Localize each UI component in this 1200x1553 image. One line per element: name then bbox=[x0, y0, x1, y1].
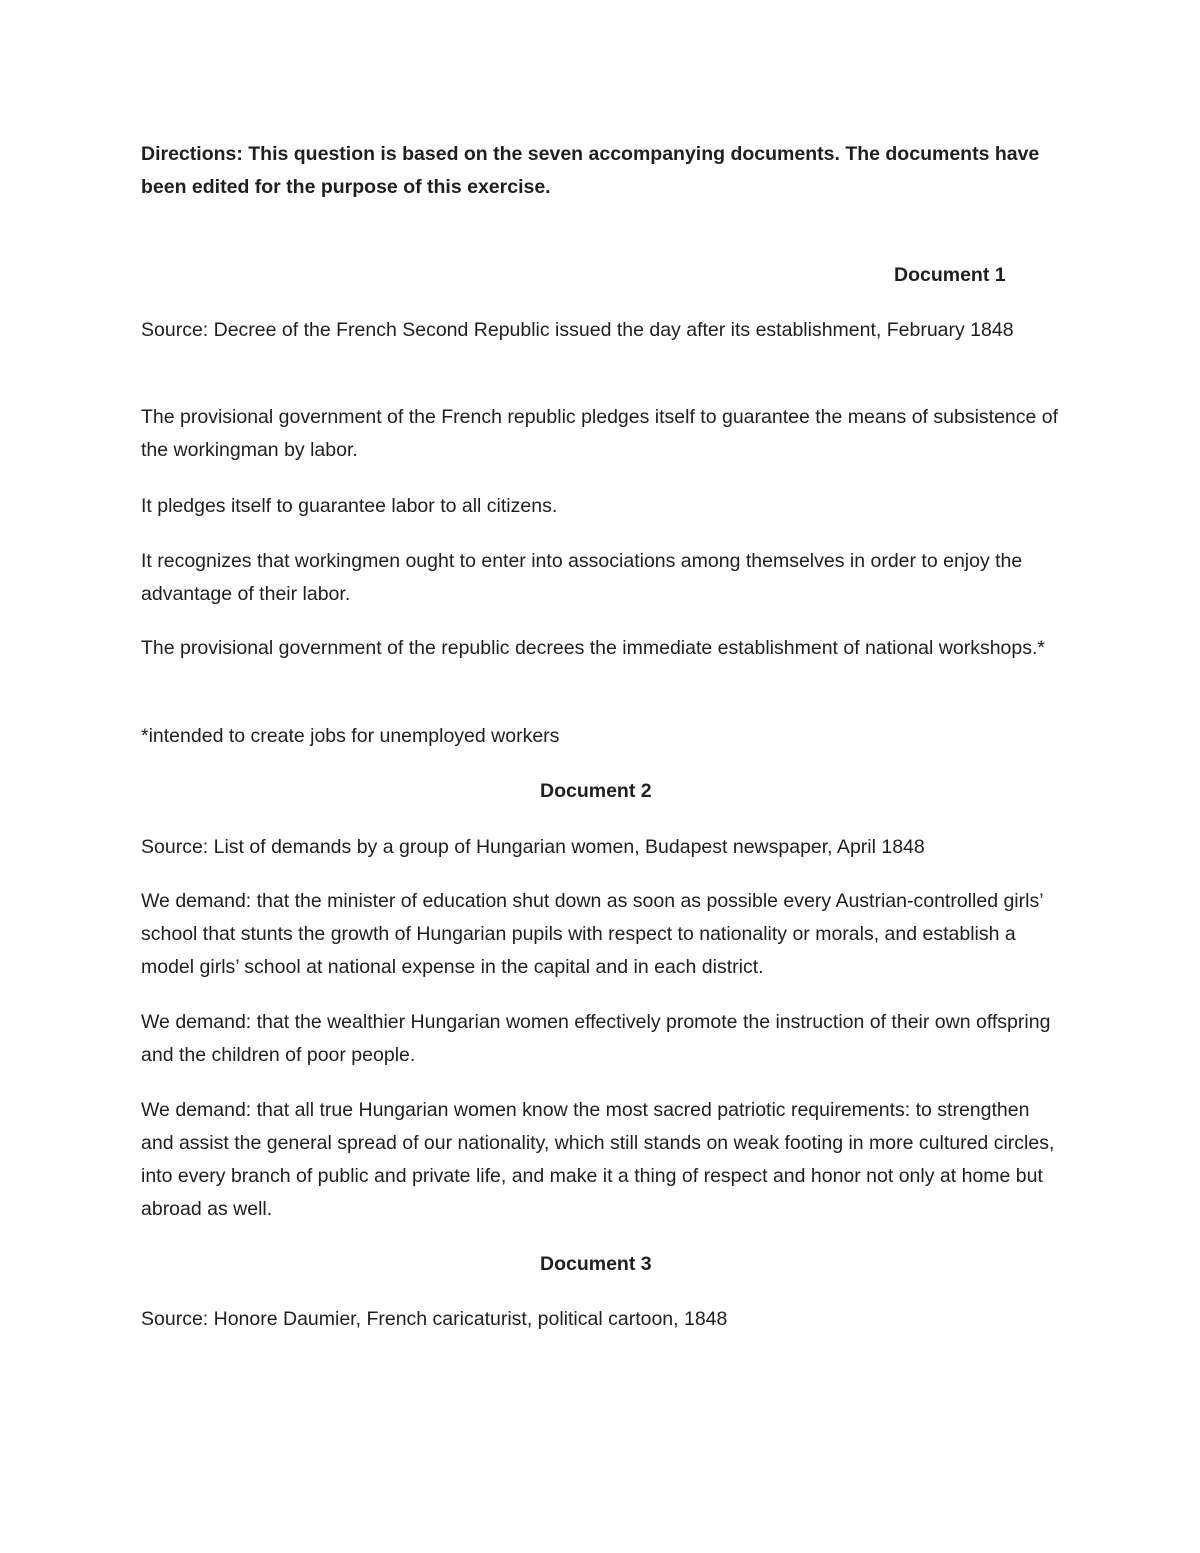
document-1-paragraph: It recognizes that workingmen ought to enter into associations among themselves in order to enjoy the advantage of their labor. bbox=[141, 550, 1023, 605]
document-3-heading: Document 3 bbox=[540, 1253, 652, 1275]
document-1-paragraph: The provisional government of the French republic pledges itself to guarantee the means of subsistence of the workingman by labor. bbox=[141, 406, 1059, 461]
directions-text: Directions: This question is based on the seven accompanying documents. The documents have been edited for the purpose of this exercise. bbox=[141, 143, 1040, 198]
document-1-paragraph: The provisional government of the republic decrees the immediate establishment of national workshops.* bbox=[141, 637, 1045, 659]
document-2-paragraph: We demand: that the wealthier Hungarian women effectively promote the instruction of their own offspring and the children of poor people. bbox=[141, 1011, 1051, 1066]
document-2-heading: Document 2 bbox=[540, 780, 652, 802]
document-2-paragraph: We demand: that the minister of education shut down as soon as possible every Austrian-controlled girls’ school that stunts the growth of Hungarian pupils with respect to nationality or morals, and establish a model girls’ school at national expense in the capital and in each district. bbox=[141, 890, 1043, 978]
document-1-footnote: *intended to create jobs for unemployed workers bbox=[141, 725, 560, 747]
document-1-paragraph: It pledges itself to guarantee labor to all citizens. bbox=[141, 495, 558, 517]
document-2-paragraph: We demand: that all true Hungarian women know the most sacred patriotic requirements: to strengthen and assist the general spread of our nationality, which still stands on weak footing in more cultured circles, into every branch of public and private life, and make it a thing of respect and honor not only at home but abroad as well. bbox=[141, 1099, 1055, 1220]
document-2-source: Source: List of demands by a group of Hungarian women, Budapest newspaper, April 1848 bbox=[141, 836, 925, 858]
document-1-source: Source: Decree of the French Second Republic issued the day after its establishment, February 1848 bbox=[141, 319, 1014, 341]
document-1-heading: Document 1 bbox=[894, 264, 1006, 286]
document-3-source: Source: Honore Daumier, French caricaturist, political cartoon, 1848 bbox=[141, 1308, 728, 1330]
